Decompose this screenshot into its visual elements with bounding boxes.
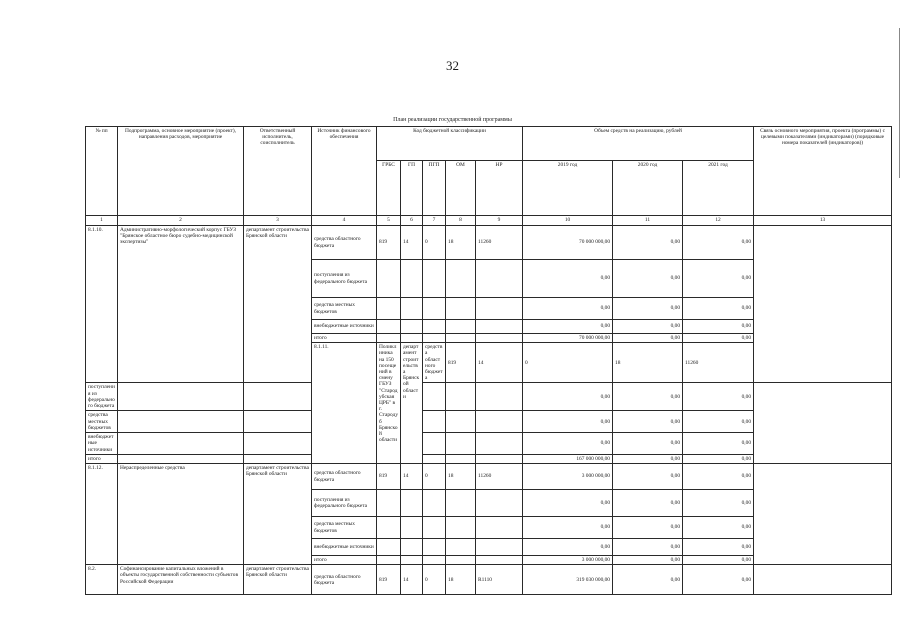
col-number: 6 — [401, 216, 423, 226]
code-cell — [476, 433, 523, 455]
total-row — [86, 454, 892, 463]
code-cell — [476, 298, 523, 320]
code-np: 11260 — [476, 226, 523, 260]
code-cell — [377, 260, 401, 298]
code-cell — [446, 260, 476, 298]
code-cell — [244, 433, 312, 455]
table-row — [86, 565, 892, 595]
code-cell — [423, 539, 446, 556]
amount-2020: 0,00 — [613, 490, 683, 517]
col-number: 11 — [613, 216, 683, 226]
indicator-link — [754, 226, 892, 383]
total-label: итого — [312, 334, 377, 343]
code-cell — [476, 411, 523, 433]
code-pgp: 0 — [423, 226, 446, 260]
col-number: 12 — [683, 216, 754, 226]
row-number: 8.1.10. — [86, 226, 118, 383]
header-2019: 2019 год — [523, 161, 613, 216]
indicator-link — [754, 464, 892, 565]
col-number: 2 — [118, 216, 244, 226]
amount-2021: 0,00 — [683, 260, 754, 298]
table-row — [86, 433, 892, 455]
source-label: средства областного бюджета — [423, 343, 446, 383]
code-cell — [446, 556, 476, 565]
table-title: План реализации государственной программы — [393, 117, 512, 123]
row-responsible: департамент строительства Брянской области — [244, 464, 312, 565]
amount-2019: 0,00 — [523, 411, 613, 433]
source-label: внебюджетные источники — [86, 433, 118, 455]
source-label: средства местных бюджетов — [86, 411, 118, 433]
row-name: Софинансирование капитальных вложений в объекты государственной собственности субъектов Российской Федерации — [118, 565, 244, 595]
total-2019: 3 000 000,00 — [523, 556, 613, 565]
amount-2020: 0,00 — [613, 565, 683, 595]
code-cell — [476, 517, 523, 539]
col-number: 3 — [244, 216, 312, 226]
amount-2020: 0,00 — [613, 411, 683, 433]
amount-2021: 0,00 — [683, 490, 754, 517]
row-name: Поликлиника на 150 посещений в смену ГБУЗ "Стародубская ЦРБ" в г. Стародуб Брянской области — [377, 343, 401, 464]
code-np: R1110 — [476, 565, 523, 595]
code-cell — [446, 454, 476, 463]
col-number: 13 — [754, 216, 892, 226]
amount-2020: 0,00 — [613, 260, 683, 298]
total-2019: 70 000 000,00 — [523, 334, 613, 343]
code-cell — [401, 539, 423, 556]
code-cell — [377, 539, 401, 556]
code-cell — [423, 411, 446, 433]
code-cell — [423, 490, 446, 517]
code-cell — [446, 411, 476, 433]
amount-2020: 0,00 — [613, 433, 683, 455]
header-np: НР — [476, 161, 523, 216]
code-cell — [244, 383, 312, 411]
col-number: 5 — [377, 216, 401, 226]
code-cell — [476, 383, 523, 411]
code-cell — [446, 517, 476, 539]
code-gp: 14 — [401, 464, 423, 490]
code-cell — [476, 539, 523, 556]
amount-2020: 0,00 — [613, 517, 683, 539]
code-cell — [401, 298, 423, 320]
code-cell — [377, 556, 401, 565]
amount-2021: 0,00 — [683, 411, 754, 433]
header-volume: Объем средств на реализацию, рублей — [523, 127, 754, 161]
code-gp: 14 — [476, 343, 523, 383]
indicator-link — [754, 565, 892, 595]
table-row — [86, 226, 892, 260]
code-grbs: 819 — [377, 226, 401, 260]
total-2021: 0,00 — [683, 454, 754, 463]
header-grbs: ГРБС — [377, 161, 401, 216]
total-2019: 167 000 000,00 — [523, 454, 613, 463]
amount-2019: 0,00 — [523, 298, 613, 320]
source-label: поступления из федерального бюджета — [86, 383, 118, 411]
amount-2019: 0,00 — [523, 539, 613, 556]
col-number: 8 — [446, 216, 476, 226]
amount-2020: 0,00 — [613, 320, 683, 334]
amount-2021: 0,00 — [683, 517, 754, 539]
code-cell — [377, 320, 401, 334]
code-np: 11260 — [683, 343, 754, 383]
code-cell — [401, 334, 423, 343]
amount-2020: 0,00 — [613, 226, 683, 260]
code-cell — [476, 454, 523, 463]
source-label: средства местных бюджетов — [312, 298, 377, 320]
source-label: средства местных бюджетов — [312, 517, 377, 539]
header-pgp: ПГП — [423, 161, 446, 216]
header-budget-code: Код бюджетной классификации — [377, 127, 523, 161]
total-2021: 0,00 — [683, 556, 754, 565]
amount-2021: 0,00 — [683, 433, 754, 455]
code-cell — [423, 320, 446, 334]
code-cell — [118, 433, 244, 455]
source-label: средства областного бюджета — [312, 226, 377, 260]
code-cell — [476, 334, 523, 343]
total-2020: 0,00 — [613, 556, 683, 565]
source-label: поступления из федерального бюджета — [312, 260, 377, 298]
source-label: поступления из федерального бюджета — [312, 490, 377, 517]
row-number: 8.1.11. — [312, 343, 377, 464]
code-gp: 14 — [401, 565, 423, 595]
code-cell — [118, 411, 244, 433]
row-name: Нераспределенные средства — [118, 464, 244, 565]
amount-2020: 0,00 — [613, 464, 683, 490]
amount-2021: 0,00 — [683, 383, 754, 411]
code-cell — [446, 433, 476, 455]
header-responsible: Ответственный исполнитель, соисполнитель — [244, 127, 312, 216]
code-cell — [423, 433, 446, 455]
code-cell — [446, 490, 476, 517]
column-number-row — [86, 216, 892, 226]
code-cell — [423, 334, 446, 343]
col-number: 4 — [312, 216, 377, 226]
code-om: 18 — [446, 464, 476, 490]
header-om: ОМ — [446, 161, 476, 216]
code-cell — [423, 556, 446, 565]
amount-2020: 0,00 — [613, 298, 683, 320]
code-cell — [377, 517, 401, 539]
source-label: внебюджетные источники — [312, 320, 377, 334]
code-cell — [446, 334, 476, 343]
code-cell — [423, 517, 446, 539]
code-cell — [377, 334, 401, 343]
code-gp: 14 — [401, 226, 423, 260]
col-number: 7 — [423, 216, 446, 226]
total-2020: 0,00 — [613, 334, 683, 343]
code-grbs: 819 — [446, 343, 476, 383]
code-cell — [476, 556, 523, 565]
row-responsible: департамент строительства Брянской области — [244, 226, 312, 383]
code-cell — [423, 454, 446, 463]
program-plan-table — [85, 126, 892, 595]
source-label: средства областного бюджета — [312, 565, 377, 595]
code-cell — [423, 260, 446, 298]
code-cell — [377, 298, 401, 320]
total-label: итого — [86, 454, 118, 463]
code-cell — [244, 411, 312, 433]
code-pgp: 0 — [423, 565, 446, 595]
page-edge-rule — [899, 28, 900, 178]
header-subprogram: Подпрограмма, основное мероприятие (проект), направления расходов, мероприятие — [118, 127, 244, 216]
amount-2021: 0,00 — [683, 539, 754, 556]
code-cell — [476, 260, 523, 298]
code-np: 11260 — [476, 464, 523, 490]
code-grbs: 819 — [377, 565, 401, 595]
row-responsible: департамент строительства Брянской области — [401, 343, 423, 464]
code-om: 18 — [446, 565, 476, 595]
total-label: итого — [312, 556, 377, 565]
code-cell — [401, 490, 423, 517]
amount-2019: 319 030 000,00 — [523, 565, 613, 595]
code-grbs: 819 — [377, 464, 401, 490]
code-cell — [446, 320, 476, 334]
code-om: 18 — [613, 343, 683, 383]
code-cell — [118, 454, 244, 463]
code-cell — [401, 260, 423, 298]
row-number: 8.2. — [86, 565, 118, 595]
row-name: Административно-морфологический корпус ГБУЗ "Брянское областное бюро судебно-медицинской экспертизы" — [118, 226, 244, 383]
col-number: 10 — [523, 216, 613, 226]
total-2021: 0,00 — [683, 334, 754, 343]
header-gp: ГП — [401, 161, 423, 216]
code-cell — [476, 490, 523, 517]
source-label: внебюджетные источники — [312, 539, 377, 556]
total-2020: 0,00 — [613, 454, 683, 463]
header-source: Источник финансового обеспечения — [312, 127, 377, 216]
header-link: Связь основного мероприятия, проекта (программы) с целевыми показателями (индикаторами) (порядковые номера показателей (индикаторов)) — [754, 127, 892, 216]
code-pgp: 0 — [523, 343, 613, 383]
table-row — [86, 383, 892, 411]
code-cell — [377, 490, 401, 517]
code-om: 18 — [446, 226, 476, 260]
amount-2019: 0,00 — [523, 383, 613, 411]
table-row — [86, 411, 892, 433]
amount-2021: 0,00 — [683, 565, 754, 595]
code-cell — [423, 383, 446, 411]
header-2021: 2021 год — [683, 161, 754, 216]
amount-2020: 0,00 — [613, 539, 683, 556]
header-2020: 2020 год — [613, 161, 683, 216]
code-cell — [401, 517, 423, 539]
table-row — [86, 464, 892, 490]
amount-2021: 0,00 — [683, 320, 754, 334]
amount-2021: 0,00 — [683, 464, 754, 490]
source-label: средства областного бюджета — [312, 464, 377, 490]
code-cell — [118, 383, 244, 411]
amount-2021: 0,00 — [683, 298, 754, 320]
amount-2019: 0,00 — [523, 320, 613, 334]
amount-2019: 70 000 000,00 — [523, 226, 613, 260]
code-cell — [423, 298, 446, 320]
col-number: 9 — [476, 216, 523, 226]
code-cell — [401, 556, 423, 565]
row-responsible: департамент строительства Брянской области — [244, 565, 312, 595]
code-cell — [446, 539, 476, 556]
code-cell — [401, 320, 423, 334]
amount-2019: 0,00 — [523, 260, 613, 298]
amount-2019: 0,00 — [523, 517, 613, 539]
amount-2020: 0,00 — [613, 383, 683, 411]
row-number: 8.1.12. — [86, 464, 118, 565]
code-pgp: 0 — [423, 464, 446, 490]
amount-2019: 3 000 000,00 — [523, 464, 613, 490]
amount-2021: 0,00 — [683, 226, 754, 260]
amount-2019: 0,00 — [523, 490, 613, 517]
code-cell — [244, 454, 312, 463]
code-cell — [476, 320, 523, 334]
code-cell — [446, 298, 476, 320]
code-cell — [446, 383, 476, 411]
amount-2019: 0,00 — [523, 433, 613, 455]
page-number: 32 — [446, 58, 459, 73]
header-no: № пп — [86, 127, 118, 216]
col-number: 1 — [86, 216, 118, 226]
